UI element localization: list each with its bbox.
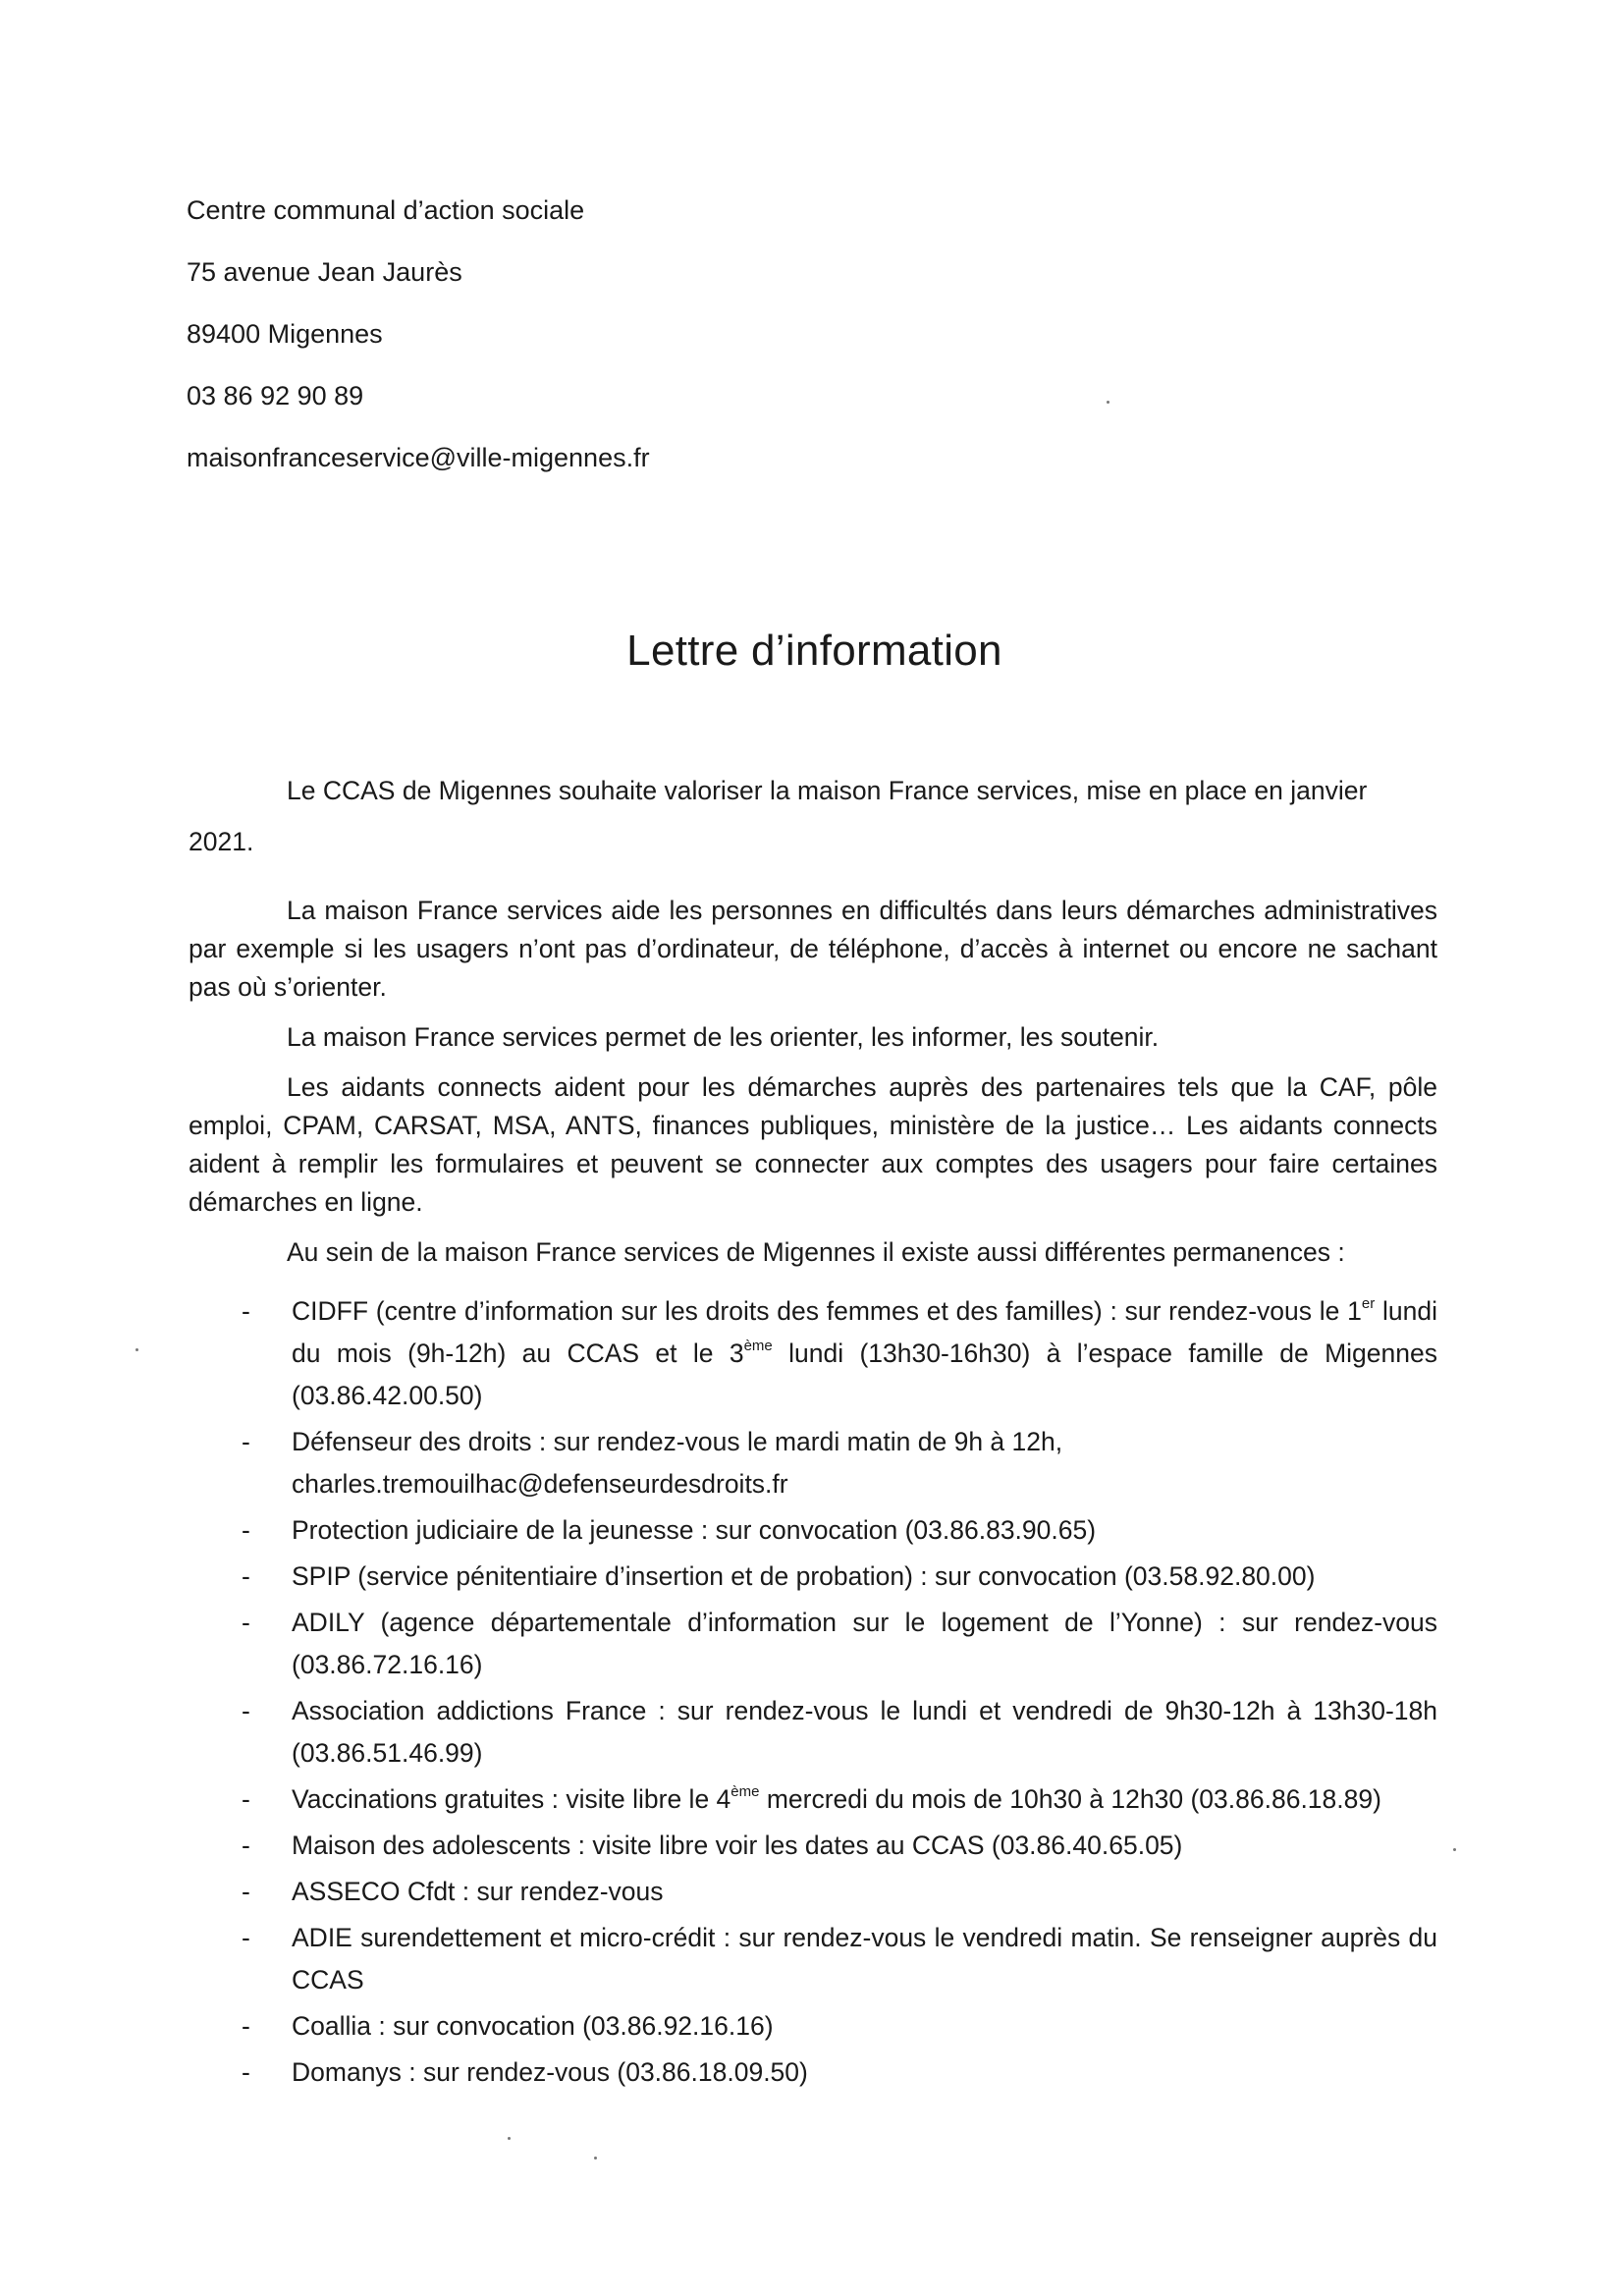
list-bullet: -: [242, 1608, 250, 1637]
list-item-domanys: - Domanys : sur rendez-vous (03.86.18.09.50): [189, 2051, 1437, 2094]
list-bullet: -: [242, 1561, 250, 1591]
list-item-addictions: - Association addictions France : sur rendez-vous le lundi et vendredi de 9h30-12h à 13h30-18h (03.86.51.46.99): [189, 1690, 1437, 1775]
list-item-cidff: - CIDFF (centre d’information sur les droits des femmes et des familles) : sur rendez-vous le 1er lundi du mois (9h-12h) au CCAS et le 3ème lundi (13h30-16h30) à l’espace famille de Migennes (03.86.42.00.50): [189, 1290, 1437, 1417]
list-bullet: -: [242, 1696, 250, 1725]
permanences-intro-paragraph: Au sein de la maison France services de Migennes il existe aussi différentes permanences :: [287, 1237, 1345, 1267]
scan-speck: [594, 2157, 597, 2159]
permanences-list: [189, 1290, 1437, 2094]
sender-organization: Centre communal d’action sociale: [187, 195, 585, 225]
list-item-vaccinations: - Vaccinations gratuites : visite libre le 4ème mercredi du mois de 10h30 à 12h30 (03.86.86.18.89): [189, 1778, 1437, 1821]
intro-line-2: 2021.: [189, 827, 254, 856]
sender-phone: 03 86 92 90 89: [187, 381, 364, 410]
sender-street: 75 avenue Jean Jaurès: [187, 257, 462, 287]
list-item-adolescents: - Maison des adolescents : visite libre voir les dates au CCAS (03.86.40.65.05): [189, 1825, 1437, 1867]
scan-speck: [1453, 1848, 1456, 1851]
scan-speck: [135, 1348, 138, 1351]
list-item-adie: - ADIE surendettement et micro-crédit : sur rendez-vous le vendredi matin. Se renseigner auprès du CCAS: [189, 1917, 1437, 2001]
sender-address-block: [187, 192, 650, 502]
list-bullet: -: [242, 2057, 250, 2087]
defenseur-email: charles.tremouilhac@defenseurdesdroits.fr: [292, 1469, 788, 1499]
scan-speck: [508, 2137, 511, 2140]
list-item-pjj: - Protection judiciaire de la jeunesse : sur convocation (03.86.83.90.65): [189, 1509, 1437, 1552]
list-bullet: -: [242, 1784, 250, 1814]
list-item-asseco: - ASSECO Cfdt : sur rendez-vous: [189, 1871, 1437, 1913]
list-bullet: -: [242, 1877, 250, 1906]
intro-paragraph: [189, 772, 1437, 880]
intro-line-1: Le CCAS de Migennes souhaite valoriser la maison France services, mise en place en janvier: [287, 776, 1368, 805]
list-bullet: -: [242, 1831, 250, 1860]
help-paragraph: La maison France services aide les personnes en difficultés dans leurs démarches administratives par exemple si les usagers n’ont pas d’ordinateur, de téléphone, d’accès à internet ou encore ne sachant pas où s’orienter.: [189, 896, 1437, 1002]
sender-city: 89400 Migennes: [187, 319, 383, 349]
letter-title: [0, 627, 1623, 676]
list-item-defenseur: - Défenseur des droits : sur rendez-vous le mardi matin de 9h à 12h, charles.tremouilhac@defenseurdesdroits.fr: [189, 1421, 1437, 1505]
sender-email: maisonfranceservice@ville-migennes.fr: [187, 443, 650, 472]
list-bullet: -: [242, 1427, 250, 1456]
list-bullet: -: [242, 1515, 250, 1545]
letter-body: [189, 772, 1437, 2098]
list-bullet: -: [242, 2011, 250, 2041]
list-item-coallia: - Coallia : sur convocation (03.86.92.16.16): [189, 2005, 1437, 2048]
letter-title-text: Lettre d’information: [626, 627, 1002, 675]
aidants-paragraph: Les aidants connects aident pour les démarches auprès des partenaires tels que la CAF, pôle emploi, CPAM, CARSAT, MSA, ANTS, finances publiques, ministère de la justice… Les aidants connects aident à remplir les formulaires et peuvent se connecter aux comptes des usagers pour faire certaines démarches en ligne.: [189, 1072, 1437, 1217]
list-item-adily: - ADILY (agence départementale d’information sur le logement de l’Yonne) : sur rendez-vous (03.86.72.16.16): [189, 1602, 1437, 1686]
list-bullet: -: [242, 1923, 250, 1952]
list-bullet: -: [242, 1296, 250, 1326]
list-item-spip: - SPIP (service pénitentiaire d’insertion et de probation) : sur convocation (03.58.92.80.00): [189, 1556, 1437, 1598]
scan-speck: [1107, 401, 1109, 404]
orient-paragraph: La maison France services permet de les orienter, les informer, les soutenir.: [287, 1022, 1160, 1052]
